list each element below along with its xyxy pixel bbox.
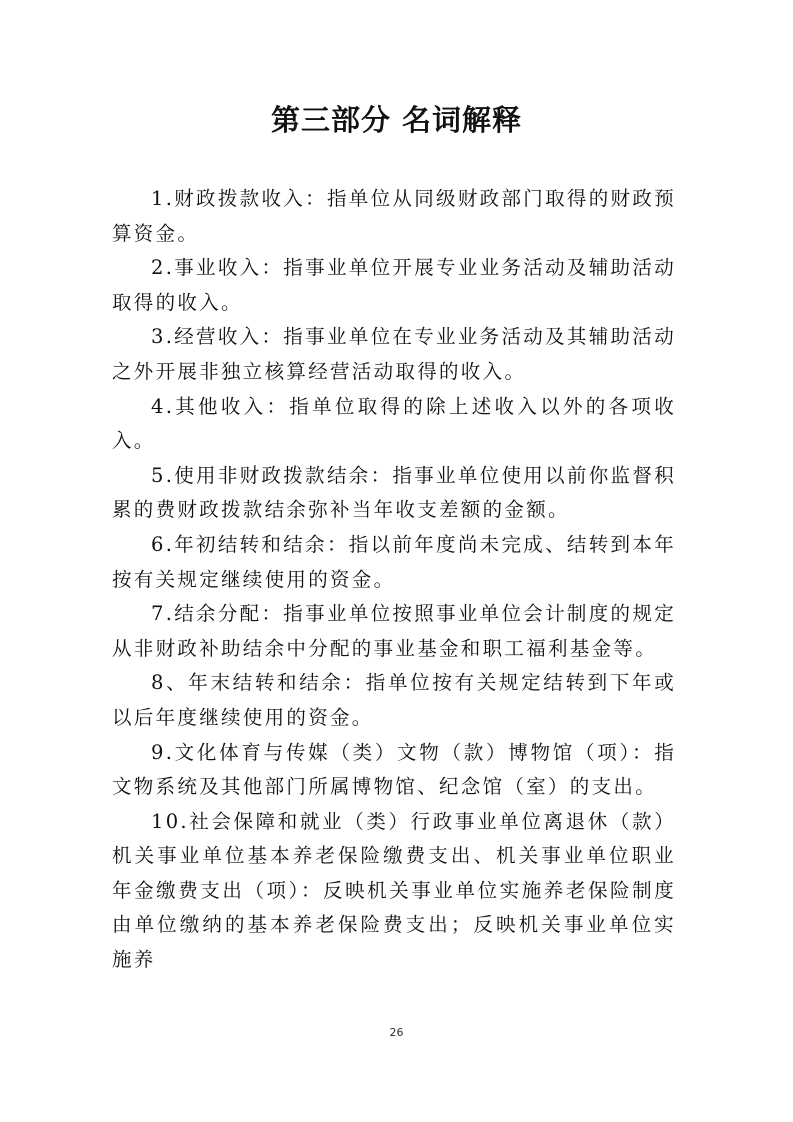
definition-paragraph-5: 5.使用非财政拨款结余：指事业单位使用以前你监督积累的费财政拨款结余弥补当年收支差额的金额。 bbox=[112, 463, 676, 522]
definition-paragraph-2: 2.事业收入：指事业单位开展专业业务活动及辅助活动取得的收入。 bbox=[112, 256, 676, 314]
page-number: 26 bbox=[389, 1026, 404, 1039]
definitions-body bbox=[112, 182, 676, 978]
definition-paragraph-4: 4.其他收入：指单位取得的除上述收入以外的各项收入。 bbox=[112, 394, 676, 453]
definition-paragraph-6: 6.年初结转和结余：指以前年度尚未完成、结转到本年按有关规定继续使用的资金。 bbox=[112, 532, 676, 591]
definition-paragraph-10: 10.社会保障和就业（类）行政事业单位离退休（款）机关事业单位基本养老保险缴费支出、机关事业单位职业年金缴费支出（项）：反映机关事业单位实施养老保险制度由单位缴纳的基本养老保险费支出；反映机关事业单位实施养 bbox=[112, 809, 676, 972]
page-title: 第三部分 名词解释 bbox=[270, 103, 523, 137]
definition-paragraph-7: 7.结余分配：指事业单位按照事业单位会计制度的规定从非财政补助结余中分配的事业基金和职工福利基金等。 bbox=[112, 602, 676, 660]
definition-paragraph-1: 1.财政拨款收入：指单位从同级财政部门取得的财政预算资金。 bbox=[112, 187, 676, 245]
definition-paragraph-8: 8、年末结转和结余：指单位按有关规定结转到下年或以后年度继续使用的资金。 bbox=[112, 671, 676, 729]
definition-paragraph-3: 3.经营收入：指事业单位在专业业务活动及其辅助活动之外开展非独立核算经营活动取得的收入。 bbox=[112, 325, 676, 383]
definition-paragraph-9: 9.文化体育与传媒（类）文物（款）博物馆（项）：指文物系统及其他部门所属博物馆、纪念馆（室）的支出。 bbox=[112, 740, 676, 799]
